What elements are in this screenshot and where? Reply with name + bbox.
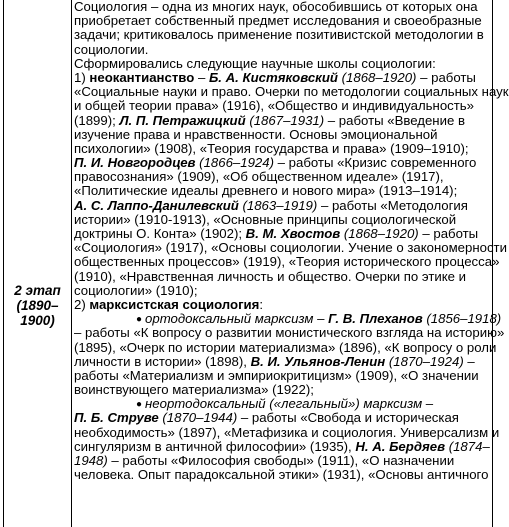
text-line [74, 57, 490, 71]
text-segment: сингуляризм в античной философии» (1935), [74, 438, 356, 454]
text-segment: Социология – одна из многих наук, обособившись от которых она [74, 0, 478, 14]
text-segment: Сформировались следующие научные школы социологии: [74, 55, 436, 71]
bullet-icon: ● [136, 314, 143, 326]
text-segment: – [463, 353, 475, 369]
text-line [74, 240, 507, 256]
text-segment: А. С. Лаппо-Данилевский [74, 197, 239, 213]
text-segment: П. И. Новгородцев [74, 155, 196, 171]
text-line [74, 170, 490, 184]
text-segment: изучение права и нравственности. Основы эмоциональной [74, 126, 438, 142]
text-line [74, 440, 490, 454]
text-segment: ортодоксальный марксизм [145, 311, 314, 327]
text-line [74, 71, 490, 85]
text-segment: правосознания» (1909), «Об общественном идеале» (1917), [74, 169, 444, 185]
text-segment: – работы «Методология [317, 197, 468, 213]
text-segment: : [259, 296, 264, 312]
text-line [74, 355, 490, 369]
text-segment: человека. Опыт парадоксальной этики» (1931), «Основы античного [74, 467, 489, 483]
description-cell [74, 0, 509, 527]
text-line [74, 227, 490, 241]
text-line [74, 184, 490, 198]
text-line [74, 411, 490, 425]
text-segment: – работы «Введение в [324, 112, 465, 128]
text-segment: – работы [418, 226, 479, 241]
text-segment: «Политические идеалы древнего и нового мира» (1913–1914); [74, 183, 458, 199]
text-line [74, 84, 509, 100]
text-line [74, 254, 500, 270]
text-line [74, 369, 490, 383]
text-line [74, 99, 490, 113]
text-line [74, 454, 490, 468]
text-segment: и общей теории права» (1916), «Общество и индивидуальность» [74, 98, 475, 114]
text-line [74, 156, 490, 170]
text-line [74, 14, 490, 28]
text-segment: 1) [74, 69, 90, 85]
text-segment: (1863–1919) [238, 197, 318, 213]
text-segment: «Социология» (1917), «Основы социологии. Учение о закономерности [74, 240, 507, 256]
text-segment: неортодоксальный («легальный») марксизм [145, 396, 423, 412]
text-segment: социологии» (1910); [74, 282, 198, 298]
text-segment: – [422, 396, 434, 412]
text-line [74, 142, 490, 156]
text-segment: – [313, 311, 329, 327]
stage-cell [4, 0, 72, 527]
text-segment: (1895), «Очерк по истории материализма» (1896), «К вопросу о роли [74, 339, 497, 355]
text-segment: (1899); [74, 112, 120, 128]
text-segment: – работы «Свобода и историческая [237, 410, 459, 426]
text-segment: истории» (1910-1913), «Основные принципы социологической [74, 211, 457, 227]
text-segment: психологии» (1908), «Теория государства и права» (1909–1910); [74, 140, 469, 156]
text-line [74, 424, 500, 440]
text-segment: Л. П. Петражицкий [119, 112, 246, 128]
text-line [74, 325, 505, 341]
text-line [74, 270, 490, 284]
stage-years-end: 1900) [20, 313, 55, 328]
text-segment: доктрины О. Конта» (1902); [74, 226, 246, 241]
text-line [74, 298, 490, 312]
text-segment: (1868–1920) [337, 69, 417, 85]
text-segment: (1866–1924) [195, 155, 274, 171]
text-segment: 1948) [74, 453, 108, 468]
text-line [74, 128, 490, 142]
stage-title: 2 этап [14, 283, 61, 298]
bullet-icon: ● [136, 399, 143, 411]
stage-label [4, 283, 71, 328]
text-segment: (1868–1920) [340, 226, 419, 241]
text-segment: «Социальные науки и право. Очерки по методологии социальных наук [74, 84, 509, 100]
text-line [74, 339, 497, 355]
text-segment: – работы «Философия свободы» (1911), «О назначении [107, 453, 455, 468]
text-segment: В. И. Ульянов-Ленин [250, 353, 386, 369]
text-segment: общественных процессов» (1919), «Теория исторического процесса» [74, 254, 500, 270]
text-line [74, 43, 490, 57]
text-segment: В. М. Хвостов [245, 226, 341, 241]
text-segment: Б. А. Кистяковский [208, 69, 338, 85]
text-segment: социологии. [74, 41, 149, 57]
text-segment: личности в истории» (1898), [74, 353, 251, 369]
text-line [74, 284, 490, 298]
stage-years-start: (1890– [16, 298, 59, 313]
text-segment: (1910), «Нравственная личность и общество. Очерки по этике и [74, 268, 467, 284]
text-segment: Г. В. Плеханов [328, 311, 423, 327]
text-line [74, 0, 490, 14]
text-segment: (1870–1944) [158, 410, 238, 426]
text-line [74, 311, 502, 327]
text-segment: неокантианство [89, 69, 195, 85]
text-segment: – работы «Кризис современного [273, 155, 477, 171]
text-line [74, 468, 490, 482]
text-line [74, 199, 490, 213]
text-line [74, 213, 490, 227]
text-segment: (1870–1924) [385, 353, 464, 369]
text-segment: воинствующего материализма» (1922); [74, 382, 314, 398]
text-segment: работы «Материализм и эмпириокритицизм» (1909), «О значении [74, 367, 479, 383]
text-line [74, 383, 490, 397]
text-segment: приобретает собственный предмет исследования и своеобразные [74, 13, 482, 29]
text-segment: 2) [74, 296, 90, 312]
text-segment: – [194, 69, 209, 85]
text-segment: Н. А. Бердяев [355, 438, 446, 454]
text-segment: (1867–1931) [245, 112, 325, 128]
text-line [74, 397, 490, 411]
content-table [3, 0, 509, 527]
text-segment: необходимость» (1897), «Метафизика и социология. Универсализм и [74, 424, 500, 440]
text-segment: П. Б. Струве [74, 410, 159, 426]
text-line [74, 28, 490, 42]
text-segment: задачи; критиковалось применение позитивистской методологии в [74, 27, 484, 43]
text-segment: (1856–1918) [422, 311, 502, 327]
text-segment: – работы [416, 69, 476, 85]
text-line [74, 114, 490, 128]
text-segment: марксистская социология [89, 296, 260, 312]
text-segment: (1874– [445, 438, 490, 454]
text-segment: – работы «К вопросу о развитии монистического взгляда на историю» [74, 325, 505, 341]
